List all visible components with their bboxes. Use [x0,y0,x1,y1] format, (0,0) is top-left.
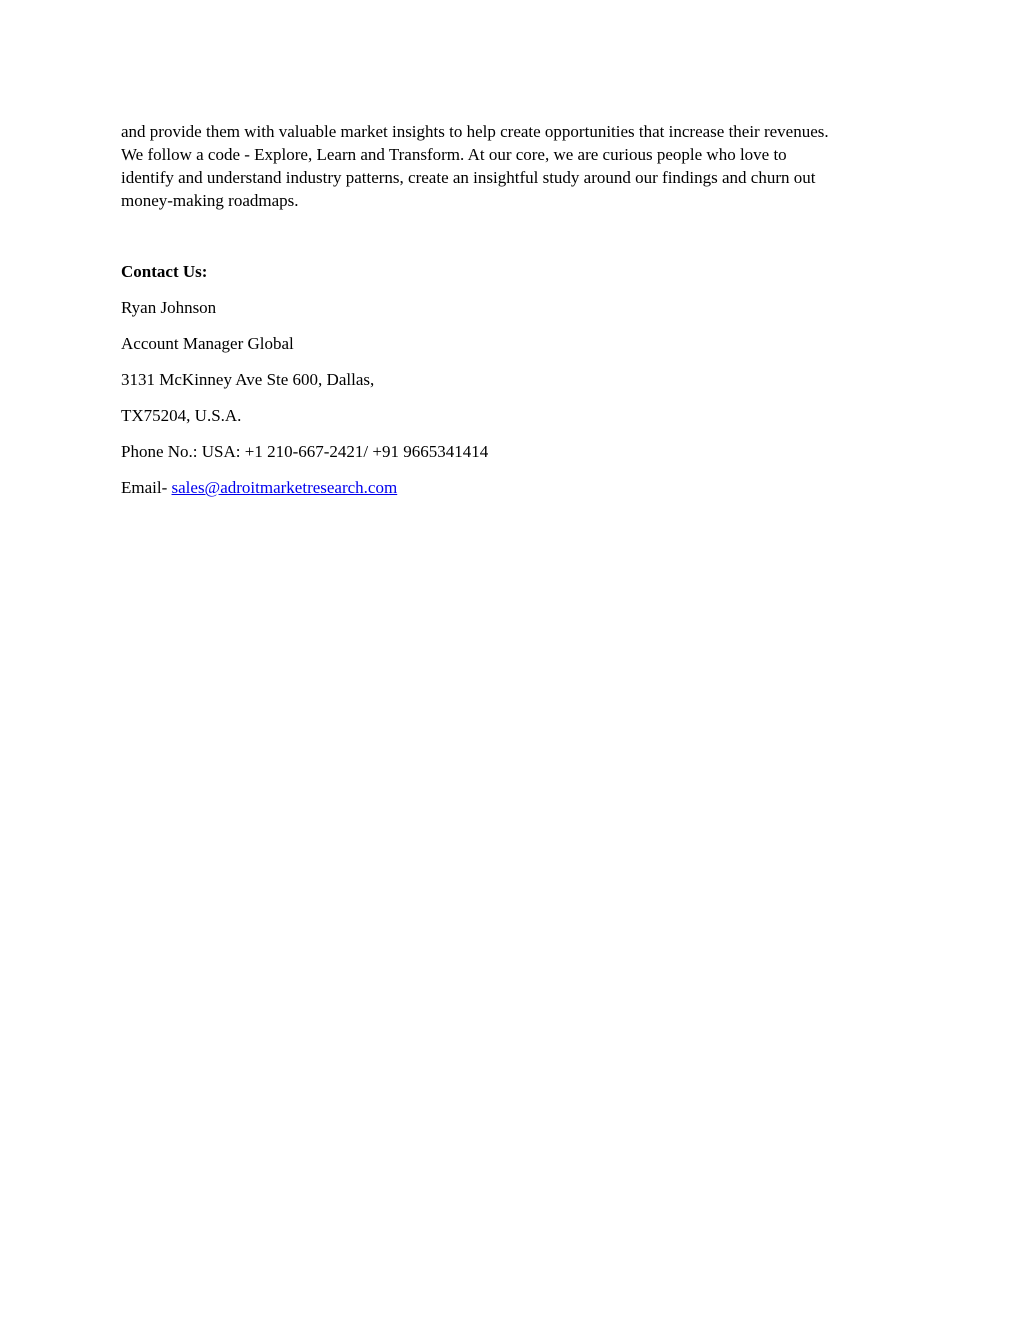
intro-line-1: and provide them with valuable market insights to help create opportunities that increase their revenues. [121,122,829,141]
intro-paragraph [121,120,911,212]
contact-email-row [121,476,911,499]
contact-role: Account Manager Global [121,334,294,353]
contact-address-line-1: 3131 McKinney Ave Ste 600, Dallas, [121,370,375,389]
intro-line-2: We follow a code - Explore, Learn and Transform. At our core, we are curious people who love to [121,145,787,164]
email-label: Email- [121,478,172,497]
contact-address-line-2: TX75204, U.S.A. [121,406,242,425]
page-content [121,120,911,499]
email-link[interactable]: sales@adroitmarketresearch.com [171,478,398,497]
contact-heading: Contact Us: [121,262,208,281]
intro-line-4: money-making roadmaps. [121,191,299,210]
contact-name: Ryan Johnson [121,298,217,317]
contact-phone: Phone No.: USA: +1 210-667-2421/ +91 9665341414 [121,442,489,461]
intro-line-3: identify and understand industry patterns, create an insightful study around our findings and churn out [121,168,816,187]
